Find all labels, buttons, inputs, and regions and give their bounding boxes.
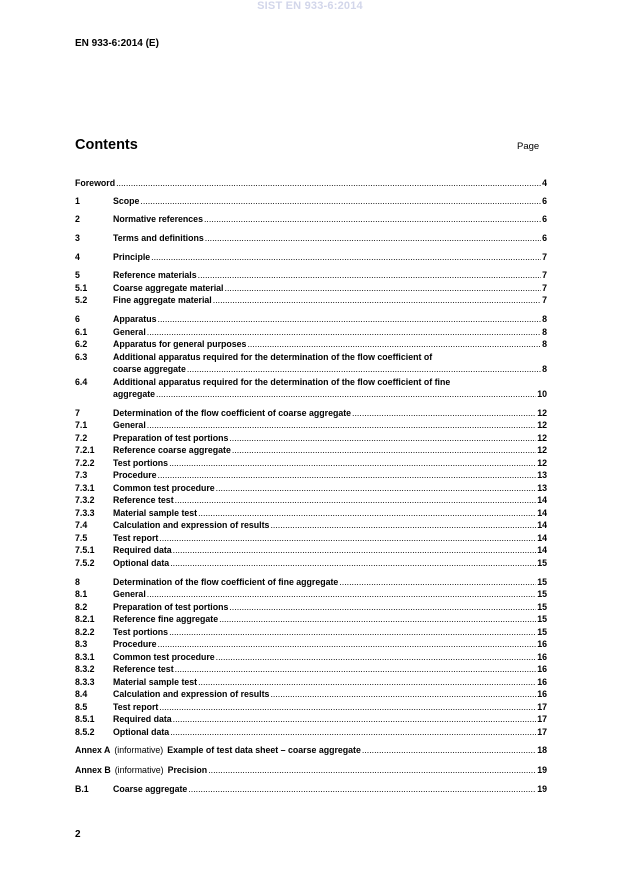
toc-number: 7.5.1: [75, 545, 95, 555]
toc-number: 8.2.1: [75, 614, 95, 624]
toc-page: 7: [542, 252, 547, 262]
toc-title: General: [113, 327, 146, 337]
toc-entry[interactable]: [75, 232, 547, 244]
toc-title: Test portions: [113, 627, 169, 637]
toc-leader-dots: [158, 313, 542, 325]
toc-number: 6: [75, 314, 80, 324]
toc-leader-dots: [225, 282, 542, 294]
toc-leader-dots: [213, 294, 541, 306]
toc-leader-dots: [169, 626, 536, 638]
toc-number: 7.3.3: [75, 508, 95, 518]
toc-page: 6: [542, 233, 547, 243]
toc-entry-annex-a[interactable]: [75, 744, 547, 756]
toc-leader-dots: [188, 783, 536, 795]
toc-leader-dots: [170, 726, 536, 738]
toc-entry[interactable]: [75, 338, 547, 350]
toc-number: 7.2.1: [75, 445, 95, 455]
toc-entry[interactable]: [75, 676, 547, 688]
toc-page: 15: [537, 589, 547, 599]
toc-annex-label: Annex A: [75, 745, 111, 755]
toc-leader-dots: [116, 177, 541, 189]
toc-title: Test report: [113, 702, 159, 712]
toc-page: 12: [537, 433, 547, 443]
toc-leader-dots: [229, 601, 536, 613]
toc-page: 7: [542, 283, 547, 293]
toc-entry[interactable]: [75, 326, 547, 338]
toc-number: 8.5: [75, 702, 88, 712]
toc-page: 6: [542, 214, 547, 224]
toc-title: Terms and definitions: [113, 233, 204, 243]
toc-number: 6.1: [75, 327, 88, 337]
toc-title-line1: Additional apparatus required for the determination of the flow coefficient of: [113, 352, 433, 362]
toc-title: Precision: [167, 765, 208, 775]
toc-entry[interactable]: [75, 213, 547, 225]
toc-page: 14: [537, 533, 547, 543]
toc-leader-dots: [204, 213, 541, 225]
toc-page: 14: [537, 520, 547, 530]
toc-page: 16: [537, 664, 547, 674]
toc-number: 5: [75, 270, 80, 280]
toc-leader-dots: [175, 494, 537, 506]
toc-title: Reference coarse aggregate: [113, 445, 231, 455]
toc-number: B.1: [75, 784, 89, 794]
toc-leader-dots: [156, 388, 536, 400]
toc-title: Determination of the flow coefficient of coarse aggregate: [113, 408, 352, 418]
toc-page: 14: [537, 508, 547, 518]
toc-number: 7.5.2: [75, 558, 95, 568]
toc-title: Preparation of test portions: [113, 602, 229, 612]
toc-number: 3: [75, 233, 80, 243]
toc-page: 8: [542, 339, 547, 349]
toc-number: 7: [75, 408, 80, 418]
toc-title: Apparatus: [113, 314, 157, 324]
toc-title: Example of test data sheet – coarse aggregate: [167, 745, 361, 755]
toc-entry[interactable]: [75, 269, 547, 281]
toc-number: 8.3.1: [75, 652, 95, 662]
toc-page: 16: [537, 677, 547, 687]
toc-entry[interactable]: [75, 376, 547, 400]
toc-number: 1: [75, 196, 80, 206]
toc-leader-dots: [232, 444, 536, 456]
toc-number: 5.2: [75, 295, 88, 305]
toc-entry[interactable]: [75, 482, 547, 494]
toc-leader-dots: [159, 701, 536, 713]
toc-title-line2: coarse aggregate: [113, 364, 186, 374]
toc-number: 2: [75, 214, 80, 224]
toc-entry-annex-b[interactable]: [75, 764, 547, 776]
toc-number: 6.3: [75, 352, 88, 362]
toc-leader-dots: [208, 764, 536, 776]
toc-entry[interactable]: [75, 638, 547, 650]
toc-leader-dots: [147, 588, 536, 600]
toc-leader-dots: [216, 651, 537, 663]
toc-title: Reference test: [113, 495, 174, 505]
toc-title: General: [113, 589, 146, 599]
toc-leader-dots: [170, 557, 536, 569]
toc-entry[interactable]: [75, 544, 547, 556]
toc-page: 16: [537, 689, 547, 699]
toc-number: 5.1: [75, 283, 88, 293]
toc-number: 7.2.2: [75, 458, 95, 468]
toc-leader-dots: [140, 195, 541, 207]
toc-entry[interactable]: [75, 432, 547, 444]
toc-entry[interactable]: [75, 407, 547, 419]
toc-title: Required data: [113, 545, 172, 555]
toc-annex-label: Annex B: [75, 765, 111, 775]
toc-title: Coarse aggregate: [113, 784, 188, 794]
toc-page: 15: [537, 577, 547, 587]
toc-page: 12: [537, 408, 547, 418]
toc-leader-dots: [362, 744, 536, 756]
toc-leader-dots: [151, 251, 541, 263]
toc-entry[interactable]: [75, 651, 547, 663]
toc-page: 19: [537, 765, 547, 775]
toc-page: 10: [537, 389, 547, 399]
toc-leader-dots: [147, 419, 536, 431]
toc-page: 14: [537, 545, 547, 555]
toc-page: 12: [537, 420, 547, 430]
toc-annex-kind: (informative): [114, 765, 164, 775]
toc-title-line1: Additional apparatus required for the determination of the flow coefficient of fine: [113, 377, 451, 387]
toc-leader-dots: [173, 713, 537, 725]
toc-page: 15: [537, 558, 547, 568]
toc-entry[interactable]: [75, 588, 547, 600]
toc-page: 17: [537, 714, 547, 724]
toc-title: Calculation and expression of results: [113, 520, 270, 530]
toc-entry[interactable]: [75, 507, 547, 519]
toc-entry[interactable]: [75, 713, 547, 725]
toc-entry[interactable]: [75, 444, 547, 456]
toc-leader-dots: [205, 232, 541, 244]
toc-entry[interactable]: [75, 688, 547, 700]
toc-number: 6.4: [75, 377, 88, 387]
toc-title: Foreword: [75, 178, 116, 188]
toc-title: Common test procedure: [113, 652, 215, 662]
toc-entry[interactable]: [75, 726, 547, 738]
toc-page: 13: [537, 483, 547, 493]
toc-title: Coarse aggregate material: [113, 283, 224, 293]
toc-entry[interactable]: [75, 469, 547, 481]
toc-page: 17: [537, 727, 547, 737]
toc-number: 7.1: [75, 420, 88, 430]
toc-leader-dots: [198, 269, 541, 281]
toc-number: 8.5.1: [75, 714, 95, 724]
page-number: 2: [75, 829, 81, 840]
toc-page: 8: [542, 364, 547, 374]
toc-entry[interactable]: [75, 613, 547, 625]
toc-page: 14: [537, 495, 547, 505]
contents-title: Contents: [75, 137, 138, 153]
document-id: EN 933-6:2014 (E): [75, 38, 159, 49]
toc-number: 8: [75, 577, 80, 587]
toc-entry[interactable]: [75, 282, 547, 294]
toc-title: Test report: [113, 533, 159, 543]
toc-number: 8.5.2: [75, 727, 95, 737]
toc-page: 19: [537, 784, 547, 794]
toc-title: Calculation and expression of results: [113, 689, 270, 699]
toc-title: Principle: [113, 252, 151, 262]
toc-page: 8: [542, 314, 547, 324]
toc-page: 18: [537, 745, 547, 755]
toc-title: Test portions: [113, 458, 169, 468]
toc-entry[interactable]: [75, 663, 547, 675]
toc-leader-dots: [175, 663, 537, 675]
toc-number: 8.3.2: [75, 664, 95, 674]
toc-page: 16: [537, 639, 547, 649]
toc-number: 8.3: [75, 639, 88, 649]
toc-number: 7.4: [75, 520, 88, 530]
toc-entry[interactable]: [75, 532, 547, 544]
toc-page: 7: [542, 270, 547, 280]
toc-leader-dots: [339, 576, 536, 588]
toc-entry[interactable]: [75, 783, 547, 795]
toc-entry[interactable]: [75, 294, 547, 306]
toc-entry[interactable]: [75, 251, 547, 263]
toc-page: 16: [537, 652, 547, 662]
toc-number: 4: [75, 252, 80, 262]
toc-page: 8: [542, 327, 547, 337]
toc-title: Fine aggregate material: [113, 295, 212, 305]
page-column-label: Page: [517, 141, 540, 152]
toc-page: 6: [542, 196, 547, 206]
toc-title: Determination of the flow coefficient of fine aggregate: [113, 577, 339, 587]
toc-page: 17: [537, 702, 547, 712]
toc-entry[interactable]: [75, 351, 547, 375]
toc-leader-dots: [159, 532, 536, 544]
toc-entry[interactable]: [75, 457, 547, 469]
toc-leader-dots: [270, 519, 536, 531]
toc-number: 7.3.2: [75, 495, 95, 505]
toc-title: Procedure: [113, 639, 157, 649]
toc-leader-dots: [173, 544, 537, 556]
toc-title: Apparatus for general purposes: [113, 339, 247, 349]
toc-number: 8.2.2: [75, 627, 95, 637]
toc-entry[interactable]: [75, 701, 547, 713]
toc-entry[interactable]: [75, 494, 547, 506]
toc-number: 7.3.1: [75, 483, 95, 493]
toc-title: Preparation of test portions: [113, 433, 229, 443]
toc-entry-foreword[interactable]: [75, 177, 547, 189]
toc-number: 8.2: [75, 602, 88, 612]
toc-entry[interactable]: [75, 576, 547, 588]
toc-title: Material sample test: [113, 508, 198, 518]
toc-leader-dots: [147, 326, 541, 338]
toc-page: 15: [537, 627, 547, 637]
toc-leader-dots: [158, 469, 537, 481]
toc-entry[interactable]: [75, 419, 547, 431]
toc-leader-dots: [187, 363, 541, 375]
toc-number: 7.3: [75, 470, 88, 480]
toc-title-line2: aggregate: [113, 389, 156, 399]
toc-entry[interactable]: [75, 601, 547, 613]
toc-title: Common test procedure: [113, 483, 215, 493]
toc-number: 8.1: [75, 589, 88, 599]
toc-page: 12: [537, 458, 547, 468]
toc-leader-dots: [198, 676, 536, 688]
toc-page: 15: [537, 614, 547, 624]
toc-title: Optional data: [113, 558, 170, 568]
toc-title: Reference fine aggregate: [113, 614, 219, 624]
toc-leader-dots: [158, 638, 537, 650]
toc-page: 12: [537, 445, 547, 455]
toc-page: 4: [542, 178, 547, 188]
toc-page: 15: [537, 602, 547, 612]
toc-title: Normative references: [113, 214, 203, 224]
toc-leader-dots: [229, 432, 536, 444]
toc-number: 6.2: [75, 339, 88, 349]
toc-entry[interactable]: [75, 626, 547, 638]
toc-page: 7: [542, 295, 547, 305]
toc-number: 8.4: [75, 689, 88, 699]
toc-leader-dots: [169, 457, 536, 469]
toc-title: Procedure: [113, 470, 157, 480]
watermark-text: SIST EN 933-6:2014: [257, 0, 363, 12]
toc-title: Material sample test: [113, 677, 198, 687]
toc-title: General: [113, 420, 146, 430]
toc-entry[interactable]: [75, 313, 547, 325]
toc-leader-dots: [219, 613, 536, 625]
toc-title: Reference test: [113, 664, 174, 674]
toc-number: 7.5: [75, 533, 88, 543]
toc-entry[interactable]: [75, 519, 547, 531]
toc-leader-dots: [270, 688, 536, 700]
toc-entry[interactable]: [75, 557, 547, 569]
toc-page: 13: [537, 470, 547, 480]
toc-entry[interactable]: [75, 195, 547, 207]
toc-title: Reference materials: [113, 270, 197, 280]
toc-title: Scope: [113, 196, 140, 206]
toc-leader-dots: [216, 482, 537, 494]
toc-number: 8.3.3: [75, 677, 95, 687]
toc-leader-dots: [352, 407, 536, 419]
toc-number: 7.2: [75, 433, 88, 443]
toc-leader-dots: [198, 507, 536, 519]
toc-annex-kind: (informative): [114, 745, 164, 755]
toc-leader-dots: [247, 338, 541, 350]
toc-title: Required data: [113, 714, 172, 724]
toc-title: Optional data: [113, 727, 170, 737]
